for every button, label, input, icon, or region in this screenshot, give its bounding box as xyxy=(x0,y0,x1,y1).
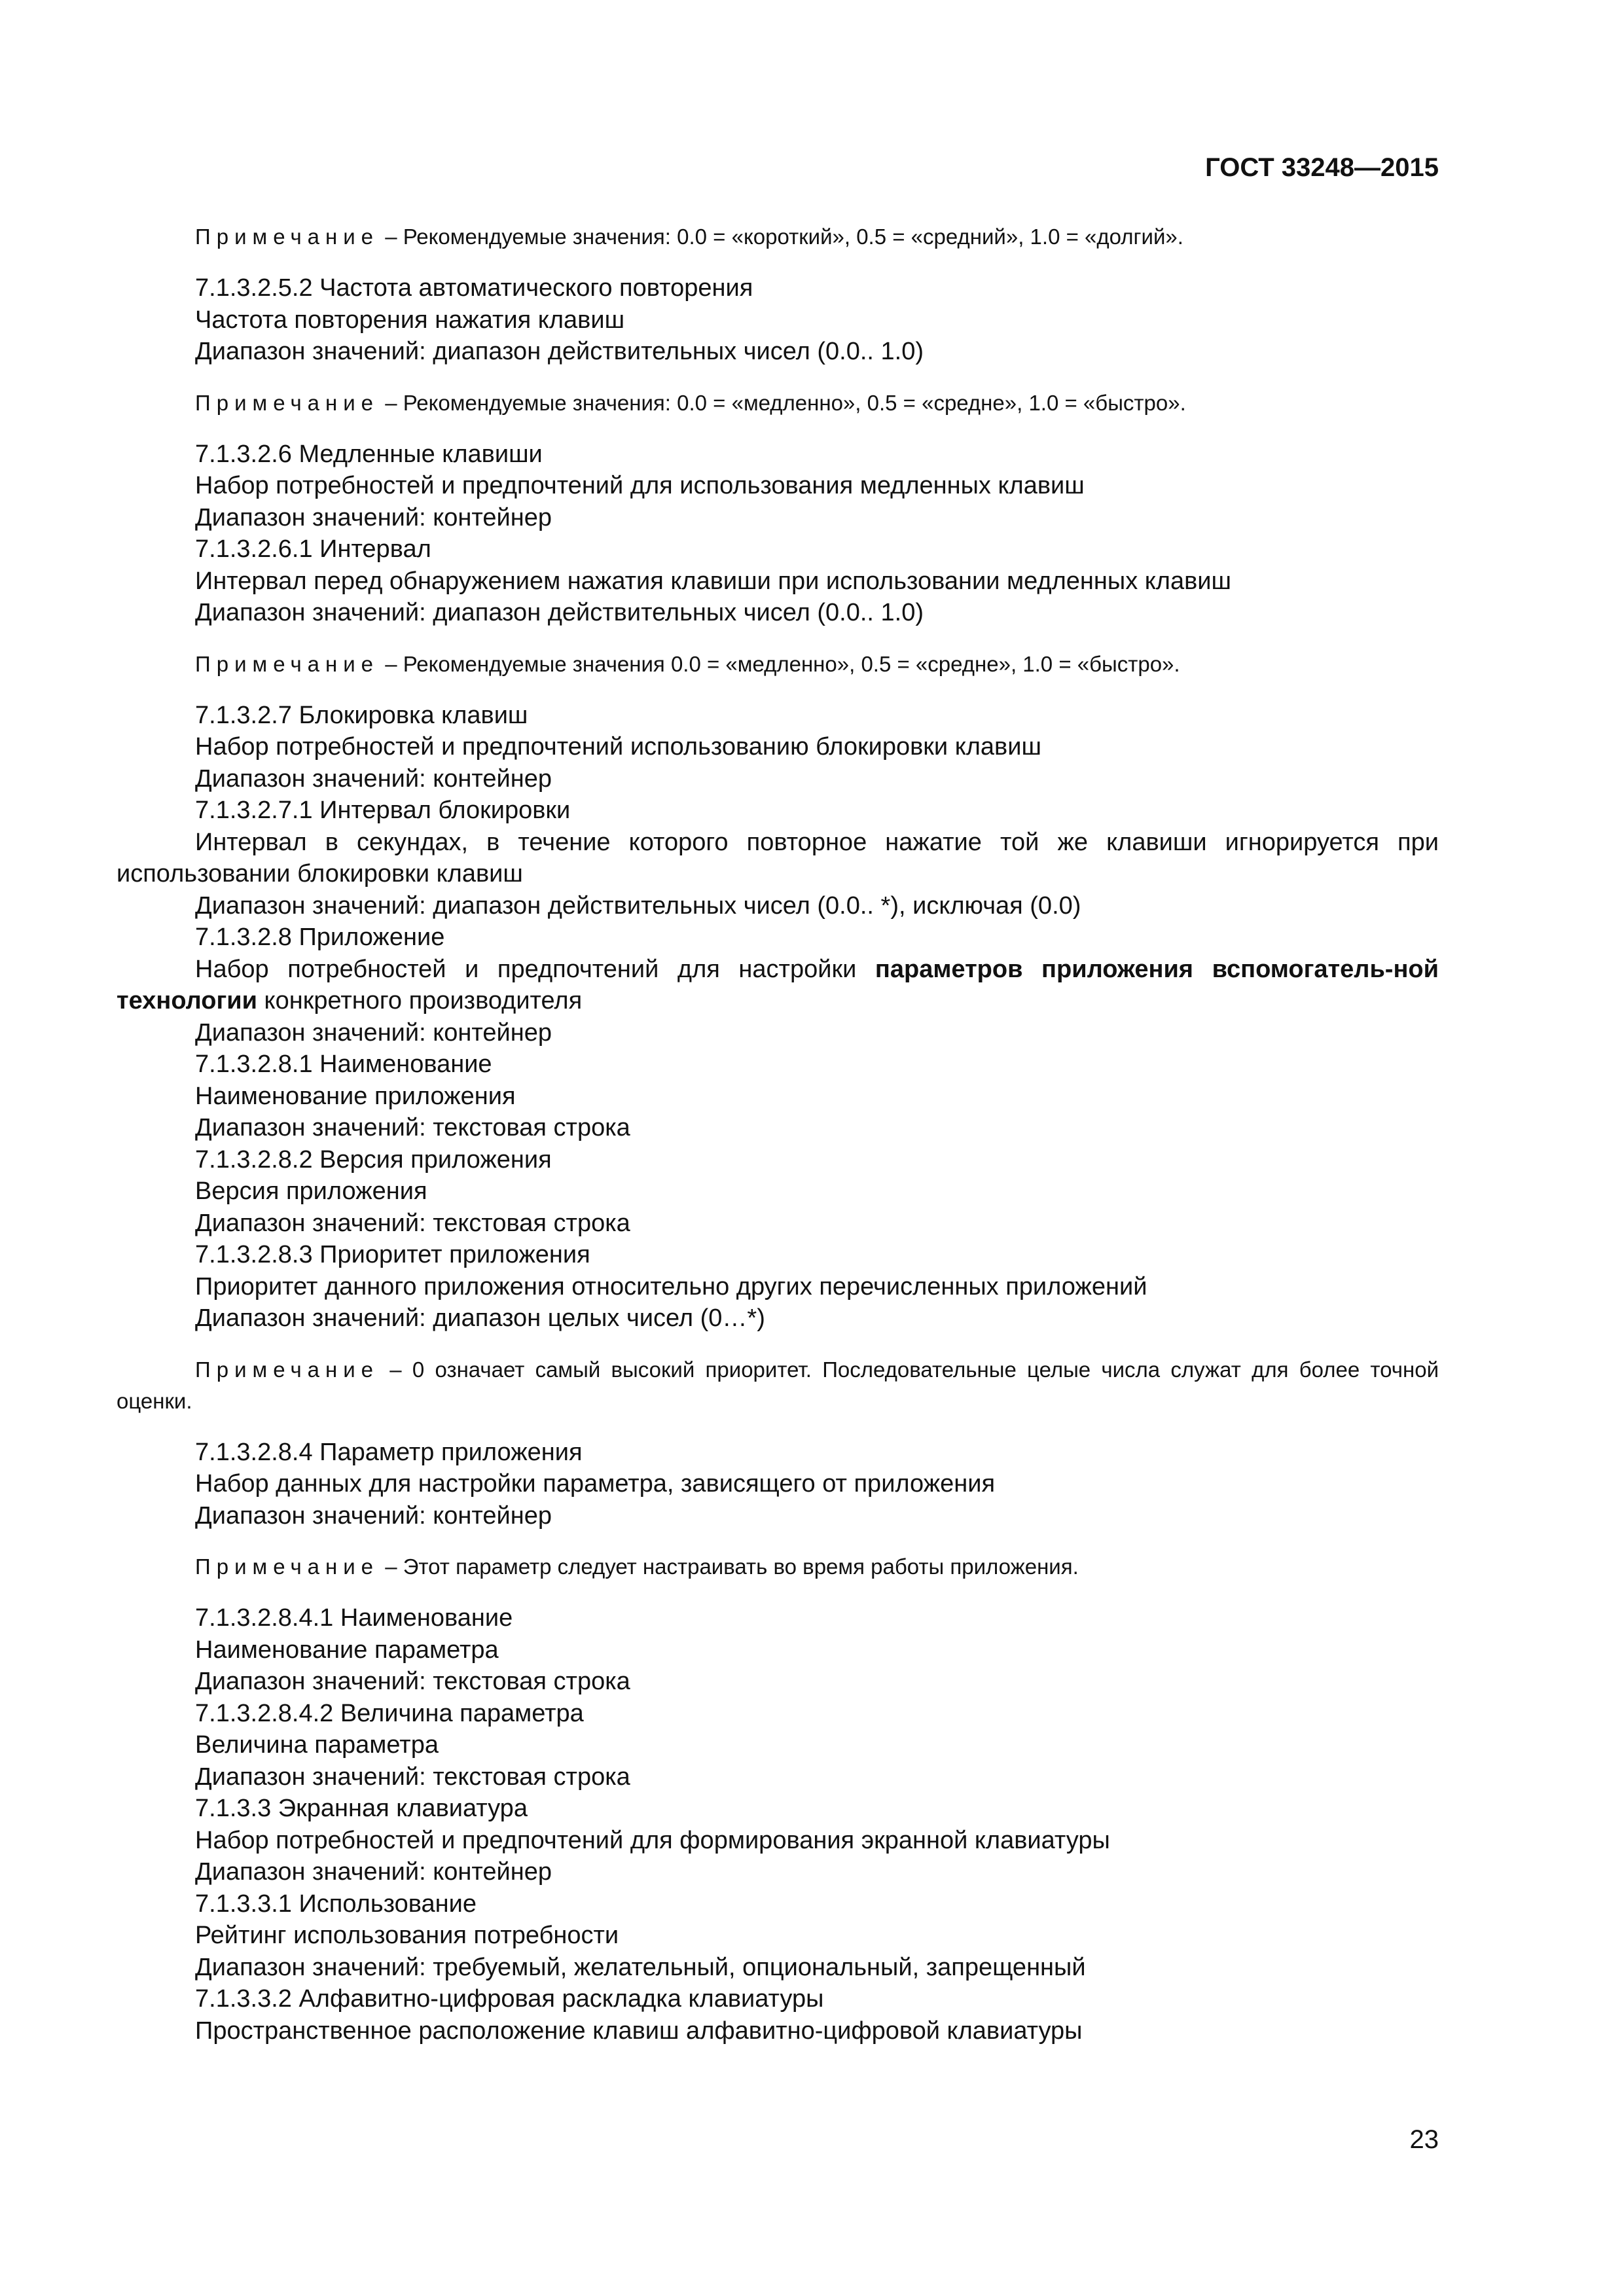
body-paragraph: Приоритет данного приложения относительно других перечисленных приложений xyxy=(195,1272,1147,1300)
value-range-line: Диапазон значений: диапазон действительных чисел (0.0.. *), исключая (0.0) xyxy=(195,891,1081,920)
section-heading: 7.1.3.2.7 Блокировка клавиш xyxy=(195,701,528,729)
text-run: конкретного производителя xyxy=(257,987,583,1014)
section-heading: 7.1.3.3.1 Использование xyxy=(195,1890,477,1918)
value-range-line: Диапазон значений: текстовая строка xyxy=(195,1209,630,1237)
body-paragraph: Частота повторения нажатия клавиш xyxy=(195,306,625,334)
body-paragraph: Наименование приложения xyxy=(195,1082,516,1110)
section-heading: 7.1.3.2.8.4.2 Величина параметра xyxy=(195,1699,584,1727)
note-text: – Этот параметр следует настраивать во время работы приложения. xyxy=(385,1554,1079,1579)
body-paragraph: Рейтинг использования потребности xyxy=(195,1922,619,1949)
note-label: Примечание xyxy=(195,1357,380,1382)
body-paragraph: Наименование параметра xyxy=(195,1636,499,1664)
value-range-line: Диапазон значений: диапазон целых чисел (0…*) xyxy=(195,1304,765,1332)
document-body xyxy=(117,221,1439,2047)
value-range-line: Диапазон значений: контейнер xyxy=(195,503,552,531)
value-range-line: Диапазон значений: контейнер xyxy=(195,764,552,793)
value-range-line: Диапазон значений: текстовая строка xyxy=(195,1763,630,1791)
page-number: 23 xyxy=(1409,2125,1439,2154)
value-range-line: Диапазон значений: текстовая строка xyxy=(195,1668,630,1695)
value-range-line: Диапазон значений: текстовая строка xyxy=(195,1114,630,1141)
body-paragraph: Набор данных для настройки параметра, зависящего от приложения xyxy=(195,1470,996,1498)
section-heading: 7.1.3.2.7.1 Интервал блокировки xyxy=(195,797,571,824)
section-heading: 7.1.3.2.8 Приложение xyxy=(195,924,445,951)
note-text: – 0 означает самый высокий приоритет. Последовательные целые числа служат для более точной оценки. xyxy=(117,1357,1439,1413)
note-label: Примечание xyxy=(195,1554,380,1579)
value-range-line: Диапазон значений: контейнер xyxy=(195,1018,552,1047)
note-paragraph xyxy=(117,649,1439,680)
note-label: Примечание xyxy=(195,224,380,249)
note-text: – Рекомендуемые значения 0.0 = «медленно», 0.5 = «средне», 1.0 = «быстро». xyxy=(385,651,1180,676)
body-paragraph: Интервал в секундах, в течение которого повторное нажатие той же клавиши игнорируется при использовании блокировки клавиш xyxy=(117,828,1439,888)
bold-term: параметров приложения вспомогатель-ной технологии xyxy=(117,955,1439,1014)
note-text: – Рекомендуемые значения: 0.0 = «короткий», 0.5 = «средний», 1.0 = «долгий». xyxy=(385,224,1183,249)
body-paragraph: Набор потребностей и предпочтений использованию блокировки клавиш xyxy=(195,733,1041,761)
note-text: – Рекомендуемые значения: 0.0 = «медленно», 0.5 = «средне», 1.0 = «быстро». xyxy=(385,390,1186,415)
section-heading: 7.1.3.2.8.2 Версия приложения xyxy=(195,1145,552,1174)
body-paragraph: Интервал перед обнаружением нажатия клавиши при использовании медленных клавиш xyxy=(195,567,1232,595)
note-paragraph xyxy=(117,221,1439,253)
section-heading: 7.1.3.2.6.1 Интервал xyxy=(195,535,431,563)
section-heading: 7.1.3.2.5.2 Частота автоматического повторения xyxy=(195,274,753,302)
value-range-line: Диапазон значений: диапазон действительных чисел (0.0.. 1.0) xyxy=(195,338,924,365)
body-paragraph: Версия приложения xyxy=(195,1177,427,1205)
note-paragraph xyxy=(117,387,1439,419)
section-heading: 7.1.3.2.6 Медленные клавиши xyxy=(195,440,543,468)
body-paragraph xyxy=(117,954,1439,1017)
note-paragraph xyxy=(117,1354,1439,1417)
value-range-line: Диапазон значений: контейнер xyxy=(195,1858,552,1886)
section-heading: 7.1.3.2.8.4.1 Наименование xyxy=(195,1604,513,1632)
body-paragraph: Набор потребностей и предпочтений для формирования экранной клавиатуры xyxy=(195,1826,1110,1854)
value-range-line: Диапазон значений: требуемый, желательный, опциональный, запрещенный xyxy=(195,1953,1086,1981)
note-paragraph xyxy=(117,1551,1439,1583)
value-range-line: Диапазон значений: диапазон действительных чисел (0.0.. 1.0) xyxy=(195,599,924,626)
document-code-header: ГОСТ 33248—2015 xyxy=(1205,153,1439,182)
section-heading: 7.1.3.2.8.4 Параметр приложения xyxy=(195,1438,583,1466)
section-heading: 7.1.3.2.8.3 Приоритет приложения xyxy=(195,1241,590,1268)
section-heading: 7.1.3.3.2 Алфавитно-цифровая раскладка клавиатуры xyxy=(195,1985,824,2013)
note-label: Примечание xyxy=(195,390,380,415)
body-paragraph: Величина параметра xyxy=(195,1731,439,1759)
body-paragraph: Пространственное расположение клавиш алфавитно-цифровой клавиатуры xyxy=(195,2017,1083,2045)
note-label: Примечание xyxy=(195,651,380,676)
body-paragraph: Набор потребностей и предпочтений для использования медленных клавиш xyxy=(195,472,1085,499)
value-range-line: Диапазон значений: контейнер xyxy=(195,1501,552,1530)
text-run: Набор потребностей и предпочтений для настройки xyxy=(195,955,875,983)
section-heading: 7.1.3.2.8.1 Наименование xyxy=(195,1050,492,1078)
section-heading: 7.1.3.3 Экранная клавиатура xyxy=(195,1795,528,1822)
